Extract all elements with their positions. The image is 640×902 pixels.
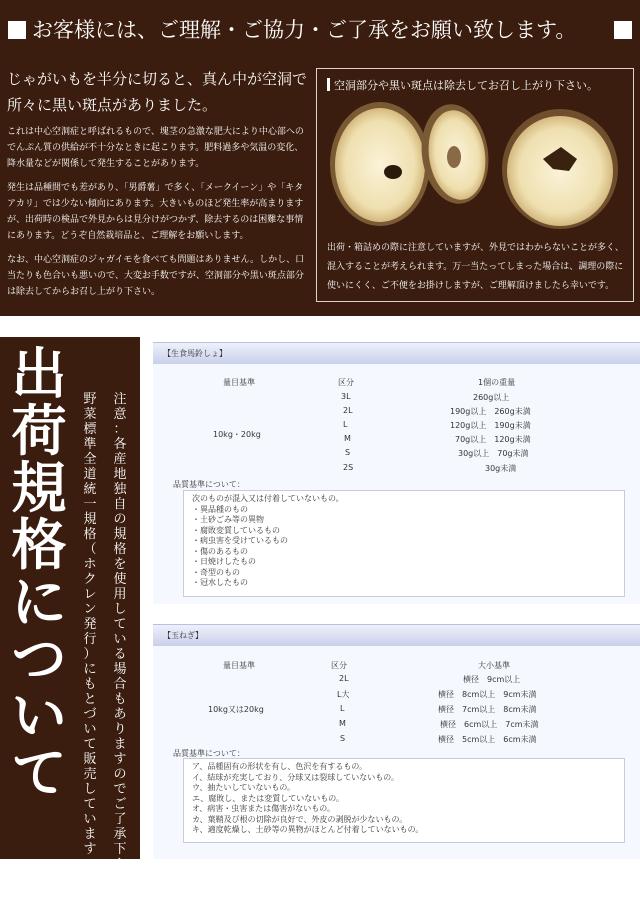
quality-line: ・傷のあるもの <box>192 546 248 556</box>
standard-value: 10kg又は20kg <box>208 705 264 714</box>
banner-text: お客様には、ご理解・ご協力・ご了承をお願い致します。 <box>32 18 577 42</box>
side-title-panel <box>0 337 140 902</box>
potato-standard-card <box>153 342 640 604</box>
header-spec: 大小基準 <box>478 661 510 670</box>
onion-card-title: 【玉ねぎ】 <box>163 631 203 640</box>
quality-line: ウ、抽たいしていないもの。 <box>192 783 296 792</box>
quality-line: ・奇型のもの <box>192 567 240 577</box>
header-spec: 1個の重量 <box>478 378 516 387</box>
spec-cell: 横径 7cm以上 8cm未満 <box>438 705 537 714</box>
side-note-line: 野 菜 標 準 全 道 統 一 規 格 （ ホ ク レ ン 発 行 ） に も と づ い て 販 売 し て い ま す 。 <box>83 392 97 872</box>
quality-line: 次のものが混入又は付着していないもの。 <box>192 494 344 503</box>
header-standard: 量目基準 <box>223 661 255 670</box>
header-standard: 量目基準 <box>223 378 255 387</box>
notice-paragraph: これは中心空洞症と呼ばれるもので、塊茎の急激な肥大により中心部へのでんぷん質の供給が不十分なときに起こります。肥料過多や気温の変化、降水量などが関係して発生することがあります。 <box>7 127 304 169</box>
spec-cell: 260g以上 <box>473 393 510 402</box>
class-cell: L <box>343 420 348 429</box>
notice-section <box>0 0 640 316</box>
photo-note: 出荷・箱詰めの際に注意していますが、外見ではわからないことが多く、混入することが考えられます。万一当たってしまった場合は、調理の際に使いにくく、ご不便をお掛けしますが、ご理解頂けましたら幸いです。 <box>327 243 624 291</box>
potato-slice-middle <box>415 100 494 208</box>
header-class: 区分 <box>338 378 354 387</box>
onion-standard-card <box>153 624 640 859</box>
quality-line: ・腐敗変質しているもの <box>192 525 280 535</box>
quality-line: エ、腐敗し、または変質していないもの。 <box>192 793 344 803</box>
potato-card-title: 【生食馬鈴しょ】 <box>163 349 227 358</box>
quality-line: イ、結球が充実しており、分球又は裂球していないもの。 <box>192 772 399 782</box>
header-class: 区分 <box>331 661 347 670</box>
spec-cell: 120g以上 190g未満 <box>450 421 531 430</box>
onion-card-header <box>153 624 640 646</box>
quality-line: ・冠水したもの <box>192 578 248 587</box>
class-cell: S <box>340 734 346 743</box>
class-cell: M <box>339 719 346 728</box>
class-cell: 2L <box>339 674 349 683</box>
spec-cell: 横径 9cm以上 <box>463 675 521 684</box>
side-note-line: 注 意 ： 各 産 地 独 自 の 規 格 を 使 用 し て い る 場 合 も あ り ま す の で ご 了 承 下 さ い 。 <box>113 392 127 902</box>
class-cell: M <box>344 434 351 443</box>
quality-label: 品質基準について： <box>173 749 245 758</box>
quality-line: ・日焼けしたもの <box>192 557 256 566</box>
class-cell: S <box>345 448 351 457</box>
class-cell: 3L <box>341 392 351 401</box>
class-cell: 2L <box>343 406 353 415</box>
photo-panel <box>316 68 634 302</box>
class-cell: 2S <box>343 463 354 472</box>
spec-cell: 30g未満 <box>485 464 517 473</box>
potato-half-right <box>502 109 618 229</box>
square-bullet-icon <box>8 21 26 39</box>
quality-line: カ、葉鞘及び根の切除が良好で、外皮の剥脱が少ないもの。 <box>192 814 408 824</box>
spec-cell: 横径 5cm以上 6cm未満 <box>438 735 537 744</box>
side-title: 出荷規格について <box>11 341 67 805</box>
spec-cell: 190g以上 260g未満 <box>450 407 531 416</box>
potato-slice-left <box>330 102 430 226</box>
notice-banner <box>0 2 640 58</box>
quality-line: オ、病害・虫害または傷害がないもの。 <box>192 804 335 813</box>
notice-lead: じゃがいもを半分に切ると、真ん中が空洞で所々に黒い斑点がありました。 <box>7 70 308 114</box>
spec-cell: 横径 6cm以上 7cm未満 <box>440 720 539 729</box>
cut-potato-photo <box>325 99 625 234</box>
quality-line: キ、適度乾燥し、土砂等の異物がほとんど付着していないもの。 <box>192 825 424 834</box>
standard-value: 10kg・20kg <box>213 430 261 439</box>
photo-caption: 空洞部分や黒い斑点は除去してお召し上がり下さい。 <box>327 77 598 93</box>
spec-cell: 横径 8cm以上 9cm未満 <box>438 690 537 699</box>
spec-cell: 70g以上 120g未満 <box>455 435 531 444</box>
quality-label: 品質基準について： <box>173 480 245 489</box>
quality-line: ・異品種のもの <box>192 504 248 514</box>
class-cell: L <box>340 704 345 713</box>
spec-cell: 30g以上 70g未満 <box>458 449 529 458</box>
class-cell: L大 <box>337 690 350 699</box>
notice-paragraph: 発生は品種間でも差があり、「男爵薯」で多く、「メークイーン」や「キタアカリ」では少ない傾向にあります。大きいものほど発生率が高まりますが、出荷時の検品で外見からは見分けがつかず、除去するのは困難な事情にあります。どうぞ自然栽培品と、ご理解をお願いします。 <box>7 183 304 241</box>
quality-line: ア、品種固有の形状を有し、色沢を有するもの。 <box>192 762 368 771</box>
potato-card-header <box>153 342 640 364</box>
square-bullet-icon <box>614 21 632 39</box>
quality-box <box>183 758 625 843</box>
quality-box <box>183 490 625 597</box>
notice-paragraph: なお、中心空洞症のジャガイモを食べても問題はありません。しかし、口当たりも色合いも悪いので、大変お手数ですが、空洞部分や黒い斑点部分は除去してからお召し上がり下さい。 <box>7 255 305 297</box>
quality-line: ・病虫害を受けているもの <box>192 536 288 545</box>
quality-line: ・土砂ごみ等の異物 <box>192 515 264 524</box>
